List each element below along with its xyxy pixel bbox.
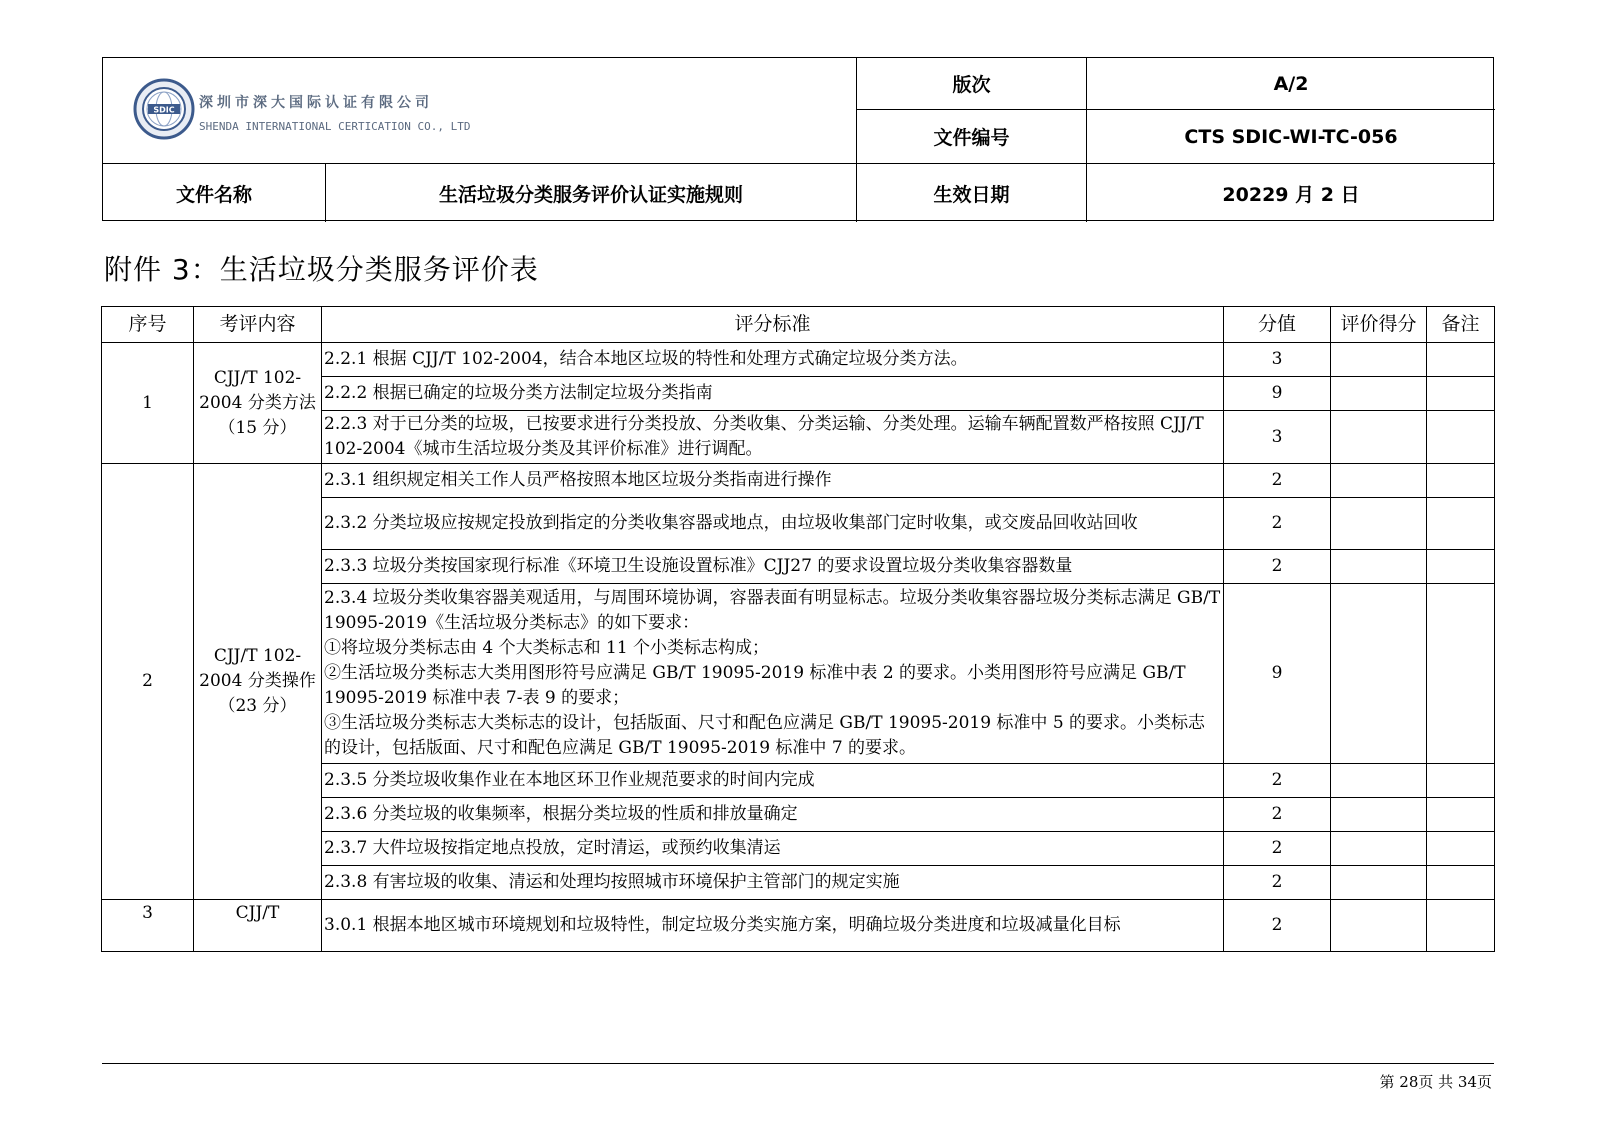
row-number: 3 <box>102 900 194 952</box>
table-row <box>102 900 1495 952</box>
criteria-cell: 2.3.2 分类垃圾应按规定投放到指定的分类收集容器或地点，由垃圾收集部门定时收集，或交废品回收站回收 <box>322 498 1224 550</box>
score-cell[interactable] <box>1331 377 1427 411</box>
remark-cell[interactable] <box>1427 584 1495 764</box>
points-cell: 2 <box>1224 498 1331 550</box>
score-cell[interactable] <box>1331 832 1427 866</box>
document-header <box>102 57 1494 221</box>
score-cell[interactable] <box>1331 584 1427 764</box>
company-name-cn: 深圳市深大国际认证有限公司 <box>199 95 433 111</box>
header-no: 序号 <box>102 307 194 343</box>
points-cell: 9 <box>1224 584 1331 764</box>
document-name-label: 文件名称 <box>175 183 252 206</box>
document-number-label: 文件编号 <box>933 127 1010 149</box>
evaluation-table <box>101 306 1495 952</box>
points-cell: 2 <box>1224 798 1331 832</box>
company-logo <box>133 78 813 148</box>
attachment-title: 附件 3：生活垃圾分类服务评价表 <box>104 253 539 286</box>
criteria-cell: 2.3.1 组织规定相关工作人员严格按照本地区垃圾分类指南进行操作 <box>322 464 1224 498</box>
remark-cell[interactable] <box>1427 411 1495 464</box>
points-cell: 3 <box>1224 343 1331 377</box>
remark-cell[interactable] <box>1427 550 1495 584</box>
score-cell[interactable] <box>1331 764 1427 798</box>
score-cell[interactable] <box>1331 464 1427 498</box>
row-number: 2 <box>102 464 194 900</box>
header-remark: 备注 <box>1427 307 1495 343</box>
remark-cell[interactable] <box>1427 832 1495 866</box>
criteria-cell: 2.3.7 大件垃圾按指定地点投放，定时清运，或预约收集清运 <box>322 832 1224 866</box>
effective-date-label: 生效日期 <box>933 183 1010 206</box>
version-label: 版次 <box>952 74 991 96</box>
remark-cell[interactable] <box>1427 900 1495 952</box>
points-cell: 3 <box>1224 411 1331 464</box>
evaluation-item: CJJ/T <box>194 900 322 952</box>
score-cell[interactable] <box>1331 866 1427 900</box>
points-cell: 2 <box>1224 464 1331 498</box>
points-cell: 9 <box>1224 377 1331 411</box>
company-name-en: SHENDA INTERNATIONAL CERTICATION CO., LTD <box>199 120 471 133</box>
effective-date-value: 20229 月 2 日 <box>1222 183 1360 206</box>
footer-divider <box>102 1063 1494 1064</box>
criteria-cell: 2.2.1 根据 CJJ/T 102-2004，结合本地区垃圾的特性和处理方式确定垃圾分类方法。 <box>322 343 1224 377</box>
table-row <box>102 464 1495 498</box>
remark-cell[interactable] <box>1427 464 1495 498</box>
criteria-cell: 2.3.3 垃圾分类按国家现行标准《环境卫生设施设置标准》CJJ27 的要求设置垃圾分类收集容器数量 <box>322 550 1224 584</box>
header-score: 评价得分 <box>1331 307 1427 343</box>
criteria-cell: 2.3.8 有害垃圾的收集、清运和处理均按照城市环境保护主管部门的规定实施 <box>322 866 1224 900</box>
points-cell: 2 <box>1224 900 1331 952</box>
table-header-row <box>102 307 1495 343</box>
score-cell[interactable] <box>1331 798 1427 832</box>
page-number: 第 28页 共 34页 <box>1379 1073 1492 1091</box>
document-number-value: CTS SDIC-WI-TC-056 <box>1184 125 1398 148</box>
header-points: 分值 <box>1224 307 1331 343</box>
svg-text:SDIC: SDIC <box>153 105 175 115</box>
criteria-cell: 2.2.2 根据已确定的垃圾分类方法制定垃圾分类指南 <box>322 377 1224 411</box>
score-cell[interactable] <box>1331 498 1427 550</box>
points-cell: 2 <box>1224 832 1331 866</box>
version-value: A/2 <box>1273 72 1309 95</box>
row-number: 1 <box>102 343 194 464</box>
criteria-cell: 2.3.5 分类垃圾收集作业在本地区环卫作业规范要求的时间内完成 <box>322 764 1224 798</box>
document-name-value: 生活垃圾分类服务评价认证实施规则 <box>438 183 743 206</box>
criteria-cell: 2.3.6 分类垃圾的收集频率，根据分类垃圾的性质和排放量确定 <box>322 798 1224 832</box>
table-row <box>102 343 1495 377</box>
points-cell: 2 <box>1224 764 1331 798</box>
remark-cell[interactable] <box>1427 866 1495 900</box>
remark-cell[interactable] <box>1427 343 1495 377</box>
criteria-cell: 2.3.4 垃圾分类收集容器美观适用，与周围环境协调，容器表面有明显标志。垃圾分类收集容器垃圾分类标志满足 GB/T 19095-2019《生活垃圾分类标志》的如下要求： ①将垃圾分类标志由 4 个大类标志和 11 个小类标志构成； ②生活垃圾分类标志大类用图形符号应满足 GB/T 19095-2019 标准中表 2 的要求。小类用图形符号应满足 GB/T 19095-2019 标准中表 7-表 9 的要求； ③生活垃圾分类标志大类标志的设计，包括版面、尺寸和配色应满足 GB/T 19095-2019 标准中 5 的要求。小类标志的设计，包括版面、尺寸和配色应满足 GB/T 19095-2019 标准中 7 的要求。 <box>322 584 1224 764</box>
remark-cell[interactable] <box>1427 498 1495 550</box>
header-item: 考评内容 <box>194 307 322 343</box>
evaluation-item: CJJ/T 102-2004 分类操作（23 分） <box>194 464 322 900</box>
score-cell[interactable] <box>1331 550 1427 584</box>
score-cell[interactable] <box>1331 900 1427 952</box>
criteria-cell: 2.2.3 对于已分类的垃圾，已按要求进行分类投放、分类收集、分类运输、分类处理。运输车辆配置数严格按照 CJJ/T 102-2004《城市生活垃圾分类及其评价标准》进行调配。 <box>322 411 1224 464</box>
points-cell: 2 <box>1224 550 1331 584</box>
remark-cell[interactable] <box>1427 764 1495 798</box>
evaluation-item: CJJ/T 102-2004 分类方法（15 分） <box>194 343 322 464</box>
criteria-cell: 3.0.1 根据本地区城市环境规划和垃圾特性，制定垃圾分类实施方案，明确垃圾分类进度和垃圾减量化目标 <box>322 900 1224 952</box>
company-seal-icon <box>133 78 195 140</box>
score-cell[interactable] <box>1331 411 1427 464</box>
points-cell: 2 <box>1224 866 1331 900</box>
remark-cell[interactable] <box>1427 377 1495 411</box>
header-criteria: 评分标准 <box>322 307 1224 343</box>
remark-cell[interactable] <box>1427 798 1495 832</box>
score-cell[interactable] <box>1331 343 1427 377</box>
